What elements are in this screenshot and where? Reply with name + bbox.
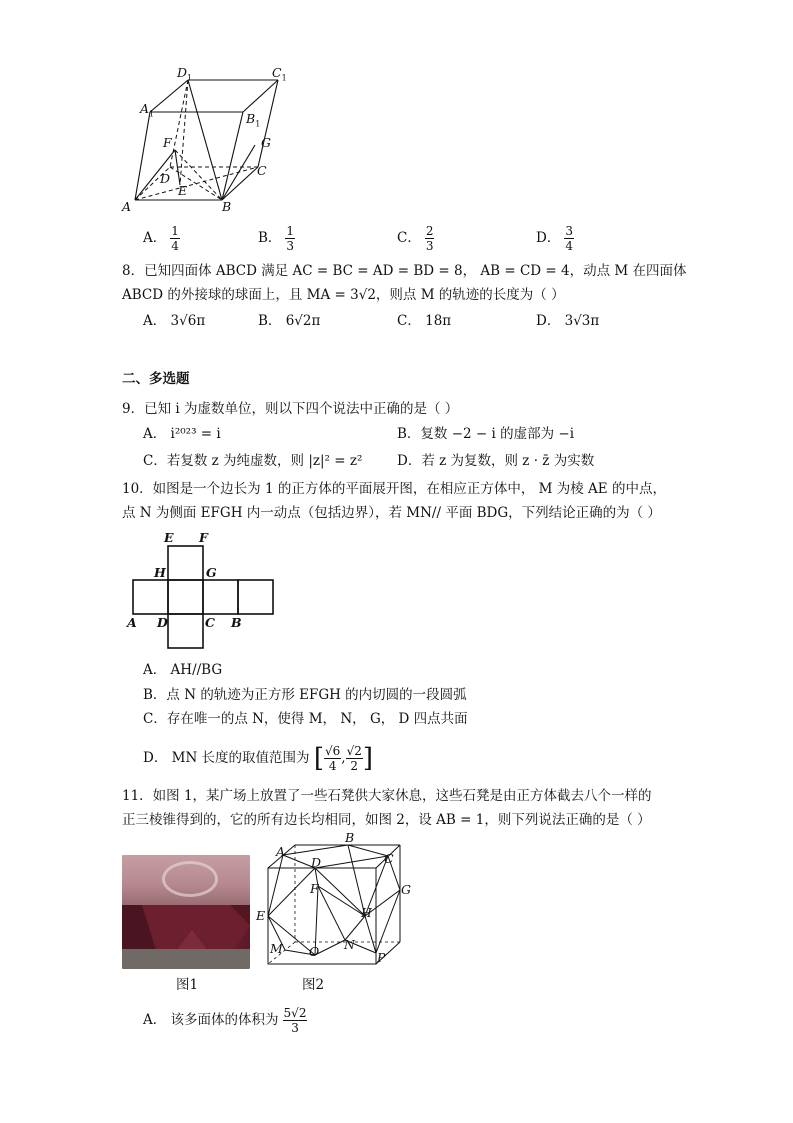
fig2-label-b: B — [345, 830, 355, 845]
q9-option-a[interactable]: A． i²⁰²³ = i — [143, 426, 221, 442]
fig2-label-g: G — [401, 882, 411, 897]
q10-option-c[interactable]: C．存在唯一的点 N，使得 M， N， G， D 四点共面 — [143, 711, 468, 727]
label-a1: $A_1$ — [140, 101, 155, 119]
net-label-c: C — [205, 615, 215, 630]
fig2-caption: 图2 — [302, 977, 325, 993]
fig2-label-n: N — [344, 937, 355, 952]
q11-option-a[interactable]: A． 该多面体的体积为 $\frac{5√2}{3}$ — [143, 1006, 307, 1035]
q7-option-c[interactable]: C． $\frac{2}{3}$ — [397, 224, 434, 253]
cube-front-face — [268, 868, 376, 964]
label-d1: $D_1$ — [177, 65, 193, 83]
fig2-label-o: O — [309, 944, 320, 959]
net-label-g: G — [206, 565, 217, 580]
section-heading: 二、多选题 — [122, 371, 190, 387]
q8-option-a[interactable]: A． 3√6π — [143, 313, 206, 329]
label-e: E — [178, 183, 188, 198]
net-label-d: D — [157, 615, 168, 630]
q11-stem-line1: 11．如图 1，某广场上放置了一些石凳供大家休息，这些石凳是由正方体截去八个一样的 — [122, 788, 652, 804]
q8-option-b[interactable]: B． 6√2π — [258, 313, 321, 329]
label-a: A — [122, 199, 132, 214]
q9-stem: 9．已知 i 为虚数单位，则以下四个说法中正确的是（ ） — [122, 401, 459, 417]
fig2-label-c: C — [384, 851, 394, 866]
interval-right-bracket: ] — [362, 743, 374, 774]
label-c: C — [257, 163, 267, 178]
q7-option-a[interactable]: A． $\frac{1}{4}$ — [143, 224, 179, 253]
label-b1: $B_1$ — [246, 111, 261, 129]
fig2-label-m: M — [270, 941, 283, 956]
label-d: D — [160, 171, 171, 186]
label-c1: $C_1$ — [272, 65, 287, 83]
edge-d-e — [268, 868, 315, 916]
fig2-label-f: F — [310, 881, 319, 896]
interval-left-bracket: [ — [313, 743, 324, 774]
q8-stem-line1: 8．已知四面体 ABCD 满足 AC = BC = AD = BD = 8， AB = CD = 4，动点 M 在四面体 — [122, 263, 687, 279]
q10-stem-line2: 点 N 为侧面 EFGH 内一动点（包括边界），若 MN// 平面 BDG，下列结论正确的为（ ） — [122, 505, 661, 521]
label-g: G — [261, 135, 271, 150]
q8-option-c[interactable]: C． 18π — [397, 313, 452, 329]
q7-option-d[interactable]: D． $\frac{3}{4}$ — [536, 224, 573, 253]
q10-stem-line1: 10．如图是一个边长为 1 的正方体的平面展开图，在相应正方体中， M 为棱 AE 的中点， — [122, 481, 666, 497]
label-b: B — [222, 199, 232, 214]
edge-h-p — [365, 916, 376, 953]
q9-option-d[interactable]: D．若 z 为复数，则 z · z̄ 为实数 — [397, 453, 595, 469]
fig1-caption: 图1 — [176, 977, 199, 993]
label-f: F — [163, 135, 172, 150]
net-label-a: A — [127, 615, 137, 630]
q9-option-b[interactable]: B．复数 −2 − i 的虚部为 −i — [397, 426, 575, 442]
edge-b-c — [348, 845, 388, 856]
q9-option-c[interactable]: C．若复数 z 为纯虚数，则 |z|² = z² — [143, 453, 363, 469]
fig2-label-e: E — [256, 908, 266, 923]
fig2-label-p: P — [377, 950, 386, 965]
q8-stem-line2: ABCD 的外接球的球面上，且 MA = 3√2，则点 M 的轨迹的长度为（ ） — [122, 287, 565, 303]
q7-option-b[interactable]: B． $\frac{1}{3}$ — [258, 224, 295, 253]
q10-option-b[interactable]: B．点 N 的轨迹为正方形 EFGH 的内切圆的一段圆弧 — [143, 687, 467, 703]
net-label-e: E — [164, 530, 174, 545]
fig2-label-d: D — [311, 855, 322, 870]
q11-stem-line2: 正三棱锥得到的，它的所有边长均相同，如图 2，设 AB = 1，则下列说法正确的是（ ） — [122, 812, 651, 828]
q10-option-d[interactable]: D． MN 长度的取值范围为 [ $\frac{√6}{4}$ , $\frac{√2}{2}$ ] — [143, 743, 374, 774]
fig2-label-a: A — [276, 844, 286, 859]
net-label-f: F — [199, 530, 208, 545]
edge-a-e — [268, 855, 283, 916]
q8-option-d[interactable]: D． 3√3π — [536, 313, 600, 329]
fig2-label-h: H — [361, 905, 372, 920]
q10-option-a[interactable]: A． AH//BG — [143, 662, 223, 678]
edge-d-h — [315, 868, 365, 916]
net-label-b: B — [231, 615, 242, 630]
net-label-h: H — [154, 565, 166, 580]
